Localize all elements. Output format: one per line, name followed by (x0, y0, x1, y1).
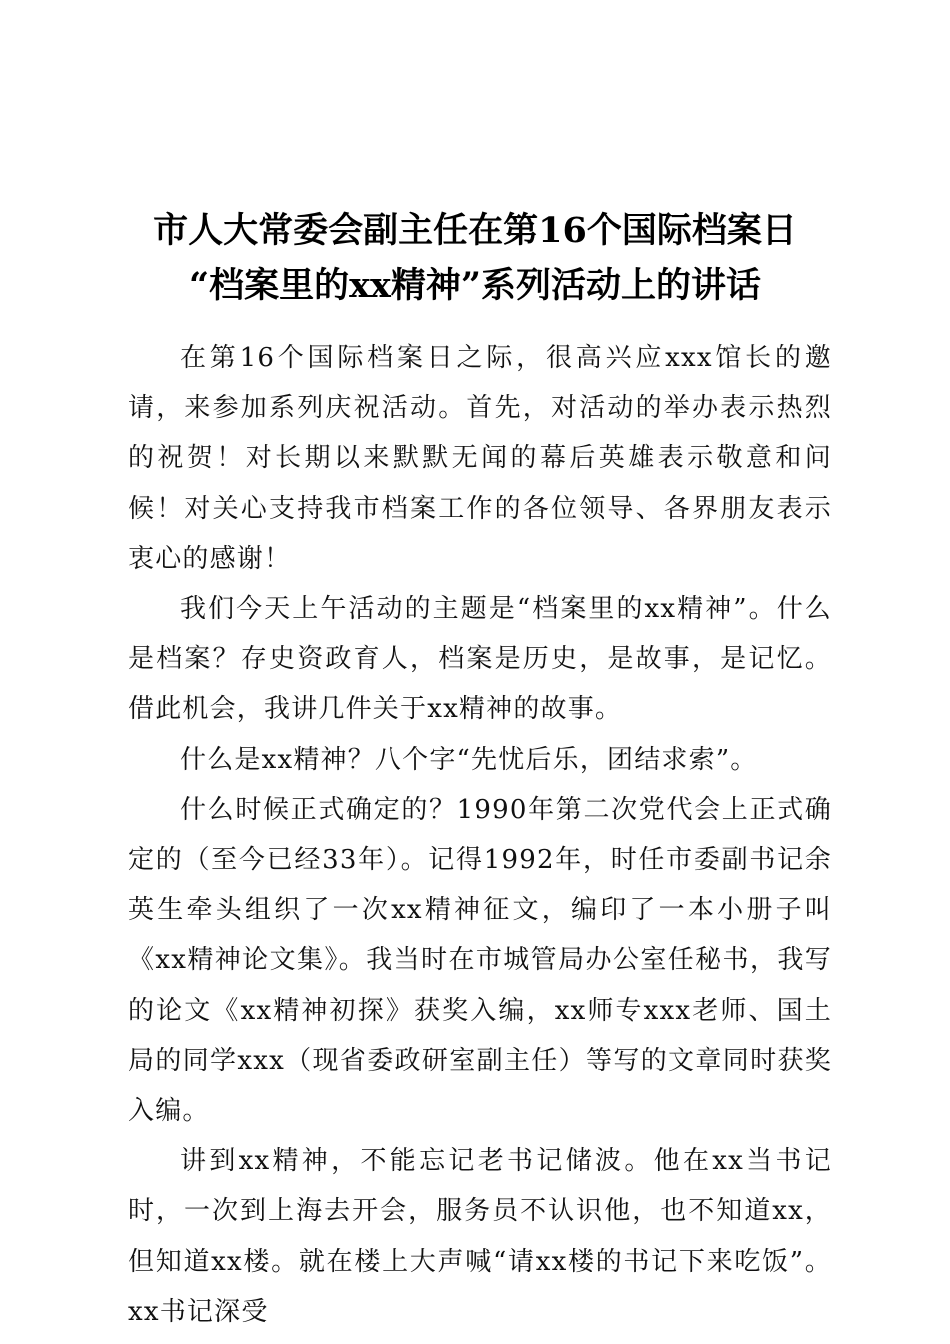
paragraph: 我们今天上午活动的主题是“档案里的xx精神”。什么是档案？存史资政育人，档案是历史，是故事，是记忆。借此机会，我讲几件关于xx精神的故事。 (128, 594, 832, 725)
paragraph: 什么时候正式确定的？1990年第二次党代会上正式确定的（至今已经33年）。记得1992年，时任市委副书记余英生牵头组织了一次xx精神征文，编印了一本小册子叫《xx精神论文集》。我当时在市城管局办公室任秘书，我写的论文《xx精神初探》获奖入编，xx师专xxx老师、国土局的同学xxx（现省委政研室副主任）等写的文章同时获奖入编。 (128, 794, 832, 1127)
paragraph: 在第16个国际档案日之际，很高兴应xxx馆长的邀请，来参加系列庆祝活动。首先，对活动的举办表示热烈的祝贺！对长期以来默默无闻的幕后英雄表示敬意和问候！对关心支持我市档案工作的各位领导、各界朋友表示衷心的感谢！ (128, 343, 832, 574)
paragraph: 什么是xx精神？八个字“先忧后乐，团结求索”。 (180, 744, 758, 775)
document-body (128, 333, 832, 1337)
document-title (120, 203, 830, 313)
title-line-1: 市人大常委会副主任在第16个国际档案日 (153, 210, 797, 251)
title-line-2: “档案里的xx精神”系列活动上的讲话 (189, 265, 761, 306)
paragraph: 讲到xx精神，不能忘记老书记储波。他在xx当书记时，一次到上海去开会，服务员不认识他，也不知道xx，但知道xx楼。就在楼上大声喊“请xx楼的书记下来吃饭”。xx书记深受 (128, 1146, 832, 1327)
